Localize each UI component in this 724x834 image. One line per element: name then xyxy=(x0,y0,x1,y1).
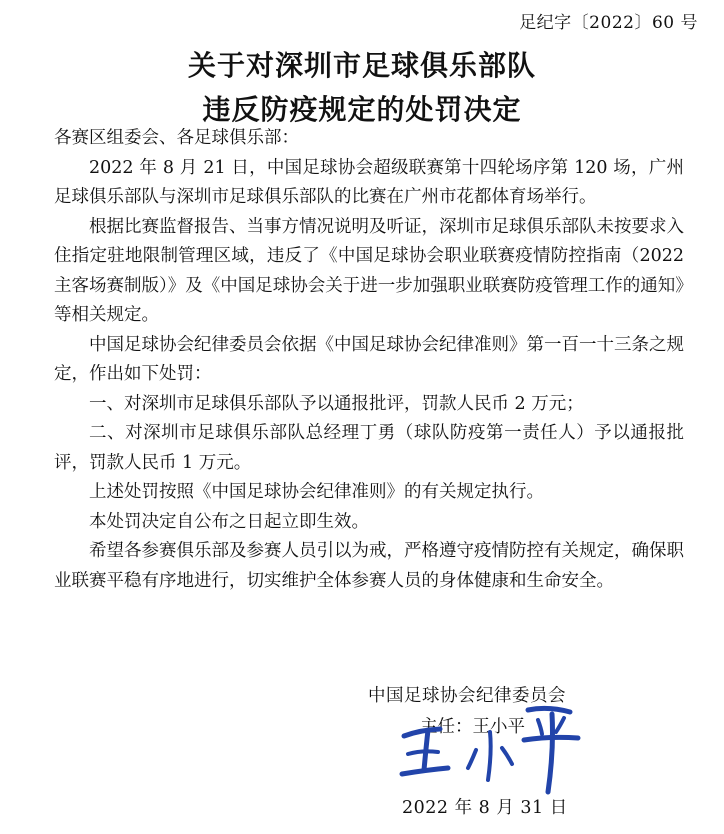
paragraph-execution: 上述处罚按照《中国足球协会纪律准则》的有关规定执行。 xyxy=(89,482,544,502)
paragraph-effective: 本处罚决定自公布之日起立即生效。 xyxy=(89,511,369,532)
document-title-line-1: 关于对深圳市足球俱乐部队 xyxy=(187,49,536,82)
paragraph-match-info: 2022 年 8 月 21 日，中国足球协会超级联赛第十四轮场序第 120 场，广州足球俱乐部队与深圳市足球俱乐部队的比赛在广州市花都体育场举行。 xyxy=(54,157,684,207)
paragraph-basis: 中国足球协会纪律委员会依据《中国足球协会纪律准则》第一百一十三条之规定，作出如下处罚： xyxy=(54,334,684,384)
document-number: 足纪字〔2022〕60 号 xyxy=(519,13,698,33)
document-title-line-2: 违反防疫规定的处罚决定 xyxy=(202,93,522,126)
paragraph-penalty-2: 二、对深圳市足球俱乐部队总经理丁勇（球队防疫第一责任人）予以通报批评，罚款人民币 1 万元。 xyxy=(54,423,684,473)
paragraph-violation: 根据比赛监督报告、当事方情况说明及听证，深圳市足球俱乐部队未按要求入住指定驻地限制管理区域，违反了《中国足球协会职业联赛疫情防控指南（2022 主客场赛制版）》及《中国足球协会关于进一步加强职业联赛防疫管理工作的通知》等相关规定。 xyxy=(54,216,684,325)
paragraph-penalty-1: 一、对深圳市足球俱乐部队予以通报批评，罚款人民币 2 万元； xyxy=(89,393,584,414)
issuer-name: 中国足球协会纪律委员会 xyxy=(368,686,566,706)
document-body xyxy=(54,124,684,596)
document-date: 2022 年 8 月 31 日 xyxy=(402,798,568,818)
director-line: 主任：王小平 xyxy=(420,717,525,737)
handwritten-signature xyxy=(398,700,598,800)
paragraph-warning: 希望各参赛俱乐部及参赛人员引以为戒，严格遵守疫情防控有关规定，确保职业联赛平稳有序地进行，切实维护全体参赛人员的身体健康和生命安全。 xyxy=(54,541,684,591)
salutation: 各赛区组委会、各足球俱乐部： xyxy=(54,128,299,148)
